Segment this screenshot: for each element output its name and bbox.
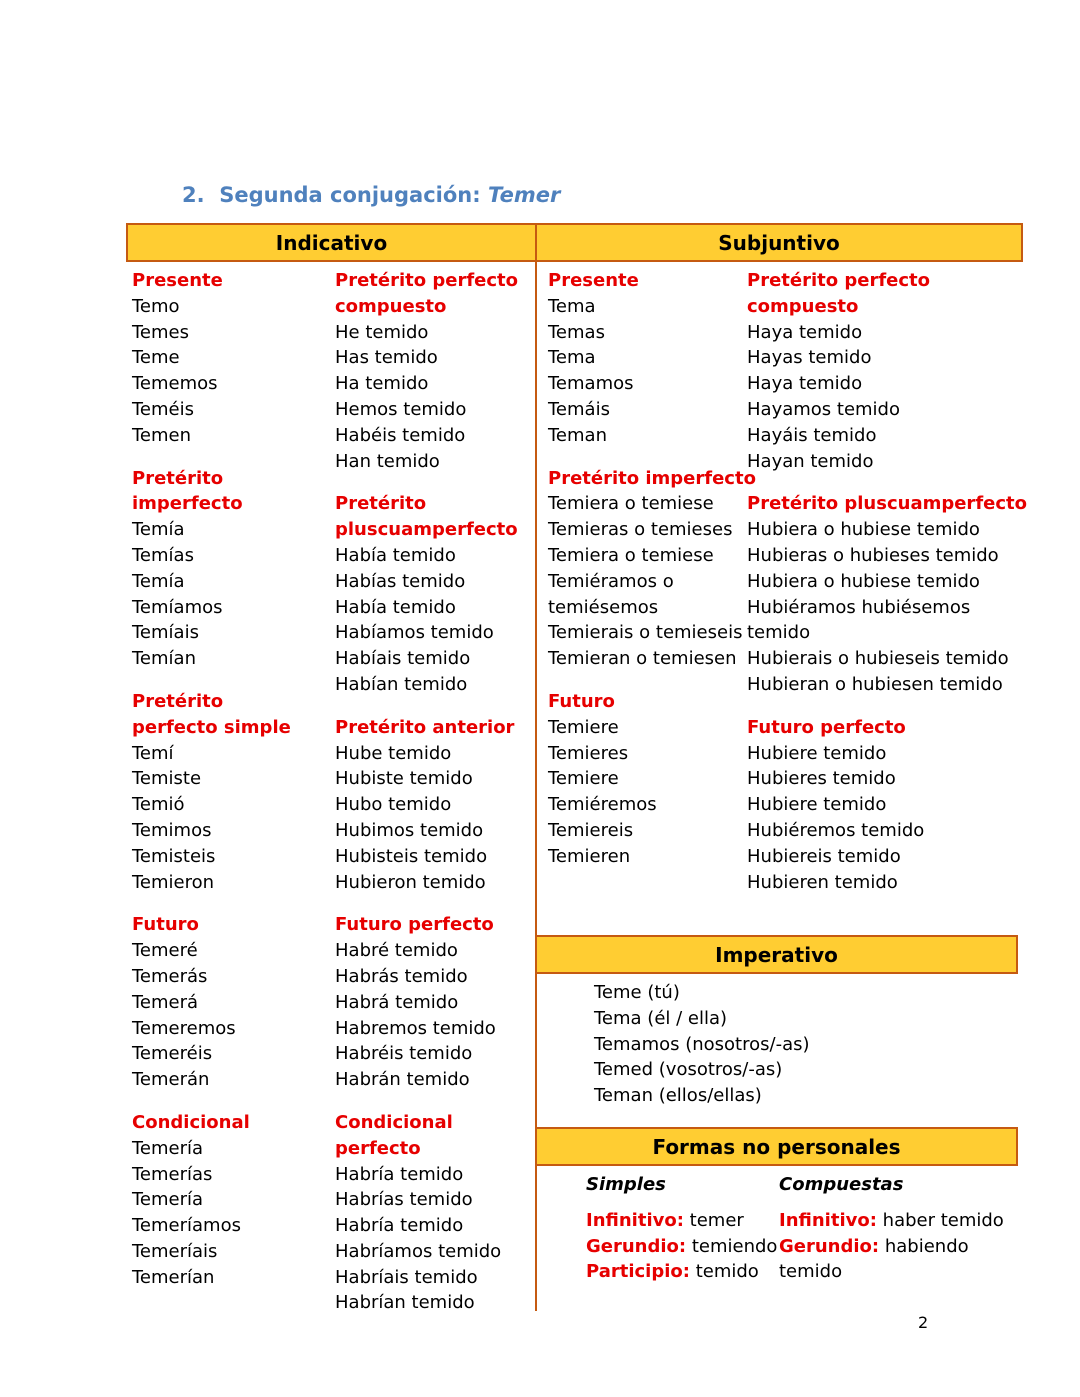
form: Temiera o temiese <box>548 544 714 566</box>
form: Temían <box>132 648 196 670</box>
subjuntivo-header: Subjuntivo <box>535 223 1023 262</box>
form: Habrían temido <box>335 1292 475 1314</box>
page-number: 2 <box>918 1313 929 1332</box>
tense-heading: Pretérito pluscuamperfecto <box>335 493 518 541</box>
form: Temieron <box>132 871 215 893</box>
form: Temeremos <box>132 1017 236 1039</box>
form: Temen <box>132 424 192 446</box>
form: Temerías <box>132 1163 213 1185</box>
form: Hubieron temido <box>335 871 486 893</box>
form: Hubiera o hubiese temido <box>747 570 980 592</box>
form: Temo <box>132 295 180 317</box>
tense-heading: Pretérito imperfecto <box>132 467 243 515</box>
form: Hubiera o hubiese temido <box>747 519 980 541</box>
form: Hubiéremos temido <box>747 819 925 841</box>
tense-heading: Futuro perfecto <box>747 716 906 738</box>
form: Teme <box>132 347 180 369</box>
form: Temió <box>132 794 185 816</box>
form: Temierais o temieseis <box>548 622 743 644</box>
form: Temerás <box>132 965 208 987</box>
form: Temía <box>132 570 185 592</box>
tense-heading: Futuro <box>132 914 199 936</box>
form: Habían temido <box>335 673 468 695</box>
indicativo-header: Indicativo <box>126 223 537 262</box>
form: Haya temido <box>747 373 863 395</box>
tense-heading: Pretérito perfecto compuesto <box>747 270 931 317</box>
gerundio-simple: Gerundio: temiendo <box>586 1235 778 1257</box>
tense-heading: Pretérito perfecto compuesto <box>335 270 519 317</box>
form: Habrías temido <box>335 1189 473 1211</box>
form: Teman <box>548 424 607 446</box>
form: Haya temido <box>747 321 863 343</box>
section-title-text: Segunda conjugación: <box>219 183 481 207</box>
form: Has temido <box>335 347 438 369</box>
form: Temieren <box>548 845 631 867</box>
imperative-form: Tema (él / ella) <box>594 1007 728 1029</box>
form: Hubiere temido <box>747 742 887 764</box>
form: Hubieras o hubieses temido <box>747 544 999 566</box>
tense-heading: Pretérito pluscuamperfecto <box>747 493 1027 515</box>
form: Temieras o temieses <box>548 519 733 541</box>
form: Temería <box>132 1189 204 1211</box>
form: Temeríais <box>132 1240 218 1262</box>
form: Habéis temido <box>335 424 466 446</box>
tense-heading: Condicional perfecto <box>335 1111 453 1159</box>
tense-heading: Futuro perfecto <box>335 914 494 936</box>
form: Hayáis temido <box>747 424 877 446</box>
section-title-verb: Temer <box>487 183 561 207</box>
form: Habríamos temido <box>335 1240 502 1262</box>
form: Habrás temido <box>335 965 468 987</box>
form: Habrá temido <box>335 991 459 1013</box>
form: Había temido <box>335 544 456 566</box>
indicativo-col-2 <box>335 268 518 1316</box>
form: Temía <box>132 519 185 541</box>
form: Temieran o temiesen <box>548 648 737 670</box>
compuestas-label: Compuestas <box>779 1174 904 1195</box>
form: Temisteis <box>132 845 216 867</box>
infinitivo-compuesto: Infinitivo: haber temido <box>779 1209 1004 1231</box>
formas-simples <box>586 1172 777 1285</box>
form: Hubiste temido <box>335 768 473 790</box>
form: Había temido <box>335 596 456 618</box>
form: Hayas temido <box>747 347 872 369</box>
gerundio-compuesto: Gerundio: habiendo <box>779 1235 969 1257</box>
form: Temas <box>548 321 605 343</box>
form: Temiéremos <box>548 794 657 816</box>
form: Temes <box>132 321 189 343</box>
form: Habíais temido <box>335 648 471 670</box>
imperative-form: Temamos (nosotros/-as) <box>594 1033 810 1055</box>
form: Temiereis <box>548 819 634 841</box>
form: Hemos temido <box>335 398 467 420</box>
form: Temíais <box>132 622 199 644</box>
subjuntivo-col-1 <box>548 268 756 870</box>
form: Habíamos temido <box>335 622 494 644</box>
tense-heading: Pretérito perfecto simple <box>132 690 291 738</box>
form: Temíamos <box>132 596 223 618</box>
form: Tememos <box>132 373 218 395</box>
form: Temamos <box>548 373 634 395</box>
participio-simple: Participio: temido <box>586 1261 759 1283</box>
formas-compuestas <box>779 1172 1004 1285</box>
tense-heading: Pretérito anterior <box>335 716 515 738</box>
form: Temimos <box>132 819 212 841</box>
form: Tema <box>548 347 596 369</box>
section-number: 2. <box>182 183 205 207</box>
form: Hubo temido <box>335 794 452 816</box>
imperative-form: Temed (vosotros/-as) <box>594 1059 783 1081</box>
form: Temiste <box>132 768 202 790</box>
form: Hayamos temido <box>747 398 900 420</box>
form: Habremos temido <box>335 1017 496 1039</box>
form: Hayan temido <box>747 450 874 472</box>
form: Hubimos temido <box>335 819 484 841</box>
form: Hubisteis temido <box>335 845 488 867</box>
section-title <box>182 183 560 207</box>
imperativo-list <box>594 980 810 1109</box>
form: Habríais temido <box>335 1266 478 1288</box>
tense-heading: Condicional <box>132 1111 250 1133</box>
form: Temeríamos <box>132 1215 241 1237</box>
form: Habría temido <box>335 1215 464 1237</box>
infinitivo-simple: Infinitivo: temer <box>586 1209 744 1231</box>
indicativo-col-1 <box>132 268 291 1290</box>
form: Hubiere temido <box>747 794 887 816</box>
form: Temáis <box>548 398 610 420</box>
form: Habréis temido <box>335 1043 473 1065</box>
form: Hubiéramos hubiésemos <box>747 596 971 618</box>
imperativo-header: Imperativo <box>535 935 1018 974</box>
form: Temerá <box>132 991 199 1013</box>
form: Temiere <box>548 716 619 738</box>
form: Temerían <box>132 1266 215 1288</box>
form: Hubieran o hubiesen temido <box>747 673 1003 695</box>
form: Han temido <box>335 450 440 472</box>
form: Temiere <box>548 768 619 790</box>
subjuntivo-col-2 <box>747 268 1027 895</box>
tense-heading: Presente <box>132 270 223 291</box>
form: Ha temido <box>335 373 429 395</box>
imperative-form: Teme (tú) <box>594 982 680 1003</box>
form: Temerán <box>132 1069 210 1091</box>
form: Hubieres temido <box>747 768 896 790</box>
form: Temías <box>132 544 194 566</box>
form: Temiéramos o <box>548 570 674 592</box>
form: Hubieren temido <box>747 871 898 893</box>
gerundio-compuesto-cont: temido <box>779 1261 843 1283</box>
form: He temido <box>335 321 429 343</box>
tense-heading: Futuro <box>548 690 615 712</box>
tense-heading: Presente <box>548 270 639 291</box>
form: Hubiereis temido <box>747 845 901 867</box>
form: Habrán temido <box>335 1069 470 1091</box>
form: Teméis <box>132 398 194 420</box>
form: Hubierais o hubieseis temido <box>747 648 1009 670</box>
form: Temeréis <box>132 1043 213 1065</box>
form: Temería <box>132 1137 204 1159</box>
form: Habías temido <box>335 570 466 592</box>
formas-header: Formas no personales <box>535 1127 1018 1166</box>
imperative-form: Teman (ellos/ellas) <box>594 1085 762 1107</box>
form: Habría temido <box>335 1163 464 1185</box>
form: Hube temido <box>335 742 452 764</box>
form: Temí <box>132 742 174 764</box>
form: Temieres <box>548 742 629 764</box>
simples-label: Simples <box>586 1174 666 1195</box>
form: Temiera o temiese <box>548 493 714 515</box>
tense-heading: Pretérito imperfecto <box>548 467 756 489</box>
form: temiésemos <box>548 596 659 618</box>
form: temido <box>747 622 811 644</box>
form: Habré temido <box>335 940 458 962</box>
form: Tema <box>548 295 596 317</box>
form: Temeré <box>132 940 198 962</box>
